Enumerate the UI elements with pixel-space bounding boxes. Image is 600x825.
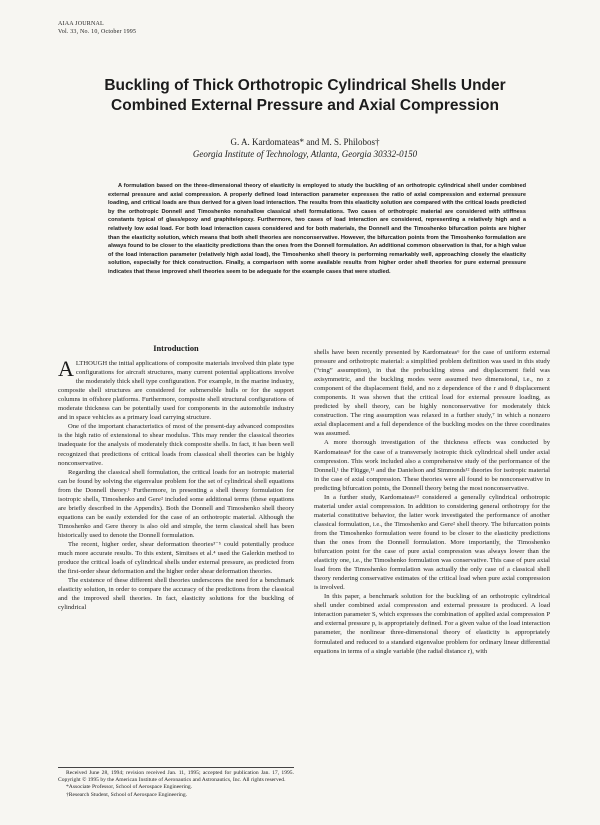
right-column (314, 348, 550, 656)
journal-header (58, 20, 136, 36)
paragraph-text: LTHOUGH the initial applications of composite materials involved thin plate type configurations for aircraft structures, many current potential applications involve the moderately thick shell type configuration. For example, in the marine industry, composite shell structures are considered for submersible hulls or for the support columns in offshore platforms. Furthermore, composite shell structural configurations of moderate thickness can be potentially used for components in the automobile industry and in space vehicles as a primary load carrying structure. (58, 360, 294, 422)
authors: G. A. Kardomateas* and M. S. Philobos† (230, 137, 380, 147)
affiliation: Georgia Institute of Technology, Atlanta, Georgia 30332-0150 (192, 149, 418, 159)
abstract: A formulation based on the three-dimensional theory of elasticity is employed to study the buckling of an orthotropic cylindrical shell under combined external pressure and axial compression. A properly defined load interaction parameter expresses the ratio of axial compression and external pressure loading, and critical loads are thus derived for a given load interaction. The results from this elasticity solution are compared with the critical loads predicted by the orthotropic Donnell and Timoshenko nonshallow classical shell formulations. Two cases of orthotropic material are considered with stiffness constants typical of glass/epoxy and graphite/epoxy. Furthermore, two cases of load interaction are considered, representing a relatively high and a relatively low axial load. For both load interaction cases considered and for both materials, the Donnell and the Timoshenko bifurcation points are higher than the elasticity solution, which means that both shell theories are nonconservative. However, the bifurcation points from the Timoshenko formulation are always found to be closer to the elasticity predictions than the ones from the Donnell formulation. An additional common observation is that, for a high value of the load interaction parameter (relatively high axial load), the Timoshenko shell theory is performing remarkably well, approaching closely the elasticity solution, especially for thick construction. Finally, a comparison with some available results from higher order shell theories for pure external pressure indicates that these improved shell theories seem to be adequate for the example cases that were studied. (108, 183, 526, 275)
title-line-1: Buckling of Thick Orthotropic Cylindrical Shells Under (104, 77, 506, 94)
paragraph (58, 356, 294, 422)
footnote-received: Received June 28, 1994; revision received Jan. 11, 1995; accepted for publication Jan. 17, 1995. Copyright © 1995 by the American Institute of Aeronautics and Astronautics, Inc. All rights reserved. (58, 770, 294, 784)
footnote-author-2: †Research Student, School of Aerospace Engineering. (66, 791, 188, 798)
paragraph: In this paper, a benchmark solution for the buckling of an orthotropic cylindrical shell under combined axial compression and external pressure is produced. A load interaction parameter S, which expresses the combination of applied axial compression P and external pressure p, is appropriately defined. For a given value of the load interaction parameter, the nonlinear three-dimensional theory of elasticity is appropriately formulated and reduced to a standard eigenvalue problem for ordinary linear differential equations in terms of a single variable (the radial distance r), with (314, 593, 550, 655)
paragraph: A more thorough investigation of the thickness effects was conducted by Kardomateas⁸ for the case of a transversely isotropic thick cylindrical shell under axial compression. This work included also a comprehensive study of the performance of the Donnell,¹ the Flügge,¹¹ and the Danielson and Simmonds¹² theories for isotropic material in the case of axial compression. These theories were all found to be nonconservative in predicting bifurcation points, the Donnell theory being the most nonconservative. (314, 439, 550, 492)
paragraph: In a further study, Kardomateas¹³ considered a generally cylindrical orthotropic material under axial compression. In addition to considering general orthotropy for the material constitutive behavior, the latter work investigated the performance of another classical formulation, i.e., the Timoshenko and Gere² shell theory. The bifurcation points from the Timoshenko formulation were found to be closer to the elasticity predictions than the ones from the Donnell formulation. More importantly, the Timoshenko bifurcation point for the case of pure axial compression was always lower than the elasticity one, i.e., the Timoshenko formulation was conservative. This case of pure axial load from the Timoshenko formulation was actually the only case of a classical shell theory rendering conservative estimates of the critical load when pure axial compression is involved. (314, 493, 550, 592)
left-column (58, 344, 294, 612)
journal-volume: Vol. 33, No. 10, October 1995 (58, 29, 137, 35)
footnote-author-1: *Associate Professor, School of Aerospace Engineering. (66, 784, 193, 791)
paper-title (60, 76, 550, 116)
footnotes (58, 767, 294, 799)
paragraph: One of the important characteristics of most of the present-day advanced composites is the high ratio of extensional to shear modulus. This may render the classical theories inadequate for the analysis of moderately thick composite shells. In fact, it has been well recognized that predictions of critical loads from classical shell theories can be highly nonconservative. (58, 423, 294, 467)
drop-cap: A (58, 356, 74, 382)
paragraph: The existence of these different shell theories underscores the need for a benchmark elasticity solution, in order to compare the accuracy of the predictions from the classical and the improved shell theories. In fact, elasticity solutions for the buckling of cylindrical (58, 577, 294, 612)
journal-name: AIAA JOURNAL (58, 21, 104, 27)
paragraph: Regarding the classical shell formulation, the critical loads for an isotropic material can be found by solving the eigenvalue problem for the set of cylindrical shell equations from the Donnell theory.¹ Furthermore, in presenting a shell theory formulation for isotropic shells, Timoshenko and Gere² included some additional terms (these equations are briefly described in the Appendix). Both the Donnell and Timoshenko shell theory equations can be easily extended for the case of an orthotropic material. Although the Timoshenko and Gere theory is also old and simple, the term classical shell has been historically used to denote the Donnell formulation. (58, 468, 294, 539)
paragraph: The recent, higher order, shear deformation theories³⁻⁵ could potentially produce much more accurate results. To this extent, Simitses et al.⁴ used the Galerkin method to produce the critical loads of cylindrical shells under external pressure, as predicted from the first-order shear deformation and the higher order shear deformation theories. (58, 540, 294, 576)
title-line-2: Combined External Pressure and Axial Compression (111, 97, 499, 114)
paragraph: shells have been recently presented by Kardomateas⁶ for the case of uniform external pressure and orthotropic material: a simplified problem definition was used in this study (“ring” assumption), in that the prebuckling stress and displacement field was axisymmetric, and the buckling modes were assumed two dimensional, i.e., no z component of the displacement field, and no z dependence of the r and θ displacement components. It was shown that the critical load for external pressure loading, as predicted by shell theory, can be highly nonconservative for moderately thick construction. The ring assumption was relaxed in a further study,⁷ in which a nonzero axial displacement and a full dependence of the buckling modes on the three coordinates was assumed. (314, 349, 550, 438)
section-heading-introduction: Introduction (153, 344, 199, 353)
